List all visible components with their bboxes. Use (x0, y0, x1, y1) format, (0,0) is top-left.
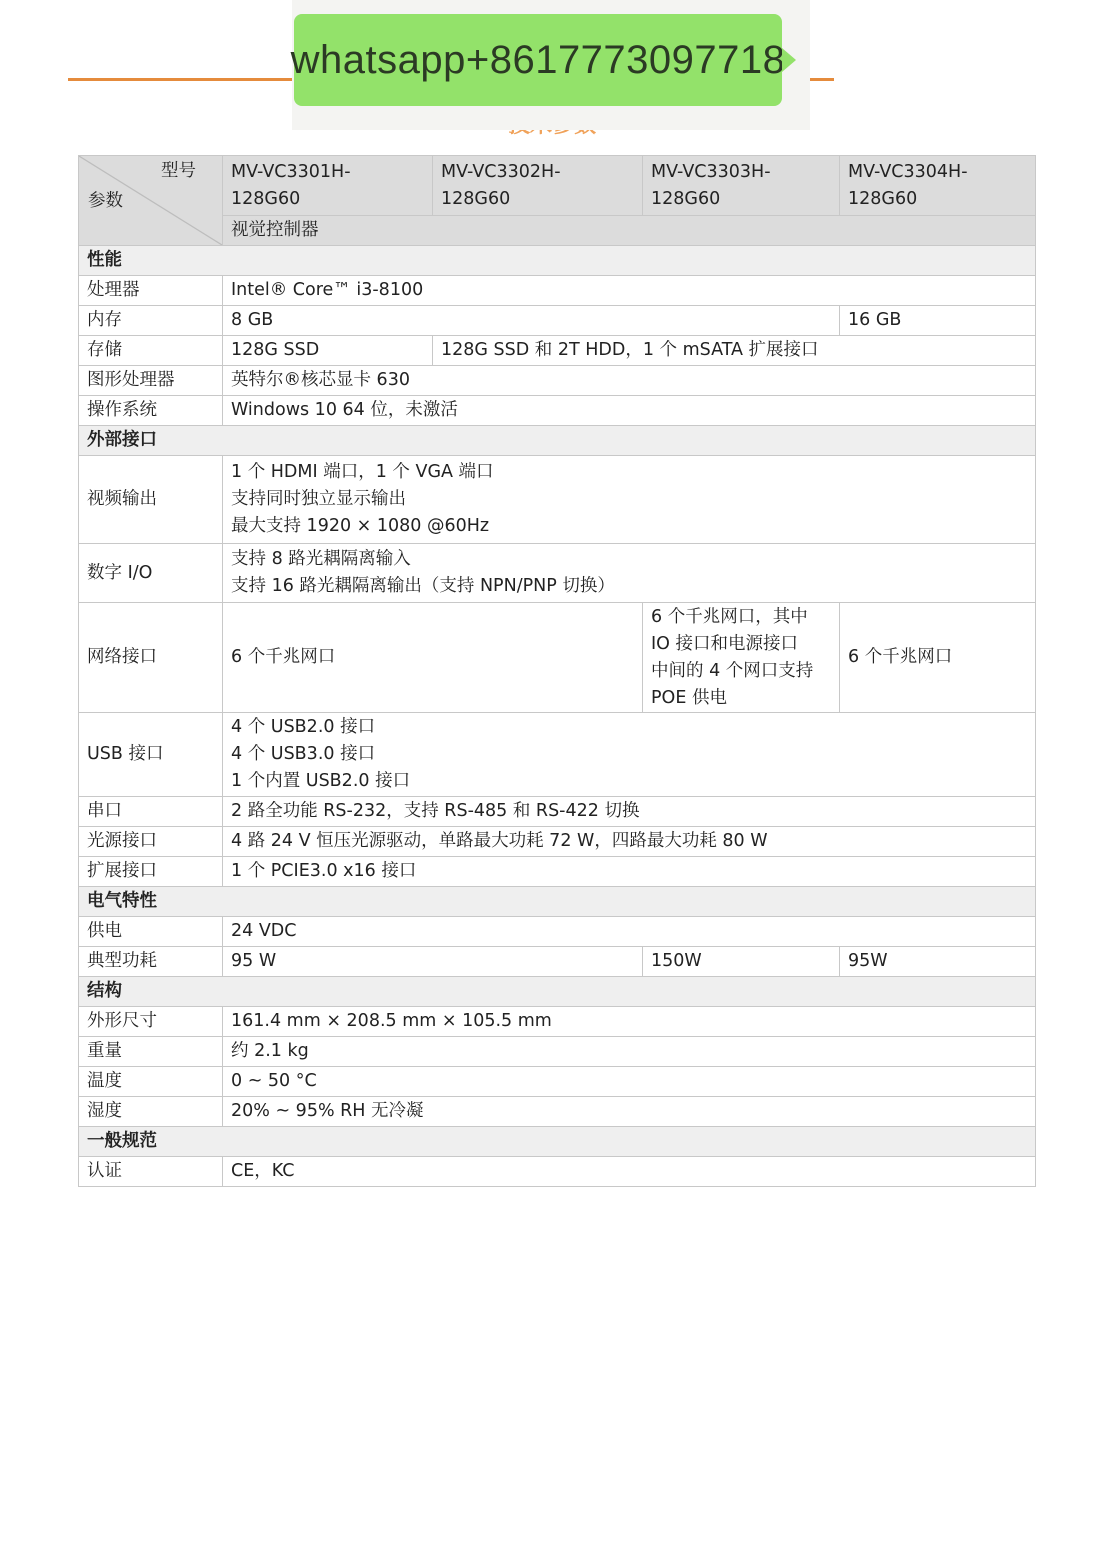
category-row-performance (79, 246, 1036, 276)
spec-value: 6 个千兆网口 (223, 603, 643, 713)
spec-label: 处理器 (79, 276, 223, 306)
spec-label: 网络接口 (79, 603, 223, 713)
category-performance: 性能 (79, 246, 1036, 276)
spec-row-gpu (79, 366, 1036, 396)
spec-value: Windows 10 64 位，未激活 (223, 396, 1036, 426)
category-interfaces: 外部接口 (79, 426, 1036, 456)
spec-label: 光源接口 (79, 827, 223, 857)
spec-row-weight (79, 1037, 1036, 1067)
spec-value: 128G SSD (223, 336, 433, 366)
spec-row-humidity (79, 1097, 1036, 1127)
spec-table-container (78, 155, 1035, 1187)
model-cell-2: MV-VC3302H- 128G60 (433, 156, 643, 216)
category-row-structure (79, 977, 1036, 1007)
spec-value: 6 个千兆网口 (840, 603, 1036, 713)
spec-value: 支持 8 路光耦隔离输入 支持 16 路光耦隔离输出（支持 NPN/PNP 切换） (223, 544, 1036, 603)
spec-value: 128G SSD 和 2T HDD，1 个 mSATA 扩展接口 (433, 336, 1036, 366)
spec-row-os (79, 396, 1036, 426)
corner-bottom-label: 参数 (88, 191, 123, 211)
spec-value: 6 个千兆网口，其中 IO 接口和电源接口 中间的 4 个网口支持 POE 供电 (643, 603, 840, 713)
spec-row-serial (79, 797, 1036, 827)
spec-row-storage (79, 336, 1036, 366)
spec-row-light (79, 827, 1036, 857)
spec-row-temperature (79, 1067, 1036, 1097)
watermark (292, 0, 810, 130)
spec-value: 95 W (223, 947, 643, 977)
spec-value: 150W (643, 947, 840, 977)
watermark-text: whatsapp+8617773097718 (290, 37, 786, 82)
spec-value: 1 个 HDMI 端口，1 个 VGA 端口 支持同时独立显示输出 最大支持 1920 × 1080 @60Hz (223, 456, 1036, 544)
spec-value: 4 路 24 V 恒压光源驱动，单路最大功耗 72 W，四路最大功耗 80 W (223, 827, 1036, 857)
spec-label: 数字 I/O (79, 544, 223, 603)
spec-label: USB 接口 (79, 713, 223, 797)
header-corner-cell (79, 156, 223, 246)
category-row-general (79, 1127, 1036, 1157)
spec-label: 操作系统 (79, 396, 223, 426)
model-header-row (79, 156, 1036, 216)
category-structure: 结构 (79, 977, 1036, 1007)
spec-row-network (79, 603, 1036, 713)
spec-label: 重量 (79, 1037, 223, 1067)
spec-row-dio (79, 544, 1036, 603)
spec-value: 英特尔®核芯显卡 630 (223, 366, 1036, 396)
spec-row-power (79, 917, 1036, 947)
model-cell-3: MV-VC3303H- 128G60 (643, 156, 840, 216)
spec-row-usb (79, 713, 1036, 797)
corner-top-label: 型号 (161, 161, 196, 181)
spec-label: 存储 (79, 336, 223, 366)
spec-value: 约 2.1 kg (223, 1037, 1036, 1067)
spec-row-certification (79, 1157, 1036, 1187)
spec-label: 内存 (79, 306, 223, 336)
model-cell-1: MV-VC3301H- 128G60 (223, 156, 433, 216)
spec-value: 95W (840, 947, 1036, 977)
spec-row-cpu (79, 276, 1036, 306)
category-row-interfaces (79, 426, 1036, 456)
spec-label: 温度 (79, 1067, 223, 1097)
category-row-electrical (79, 887, 1036, 917)
spec-label: 视频输出 (79, 456, 223, 544)
spec-label: 图形处理器 (79, 366, 223, 396)
spec-value: Intel® Core™ i3-8100 (223, 276, 1036, 306)
spec-value: CE，KC (223, 1157, 1036, 1187)
spec-value: 4 个 USB2.0 接口 4 个 USB3.0 接口 1 个内置 USB2.0 接口 (223, 713, 1036, 797)
product-type-cell: 视觉控制器 (223, 216, 1036, 246)
spec-value: 161.4 mm × 208.5 mm × 105.5 mm (223, 1007, 1036, 1037)
spec-table (78, 155, 1036, 1187)
spec-value: 20% ~ 95% RH 无冷凝 (223, 1097, 1036, 1127)
category-general: 一般规范 (79, 1127, 1036, 1157)
spec-label: 扩展接口 (79, 857, 223, 887)
spec-value: 1 个 PCIE3.0 x16 接口 (223, 857, 1036, 887)
spec-label: 湿度 (79, 1097, 223, 1127)
spec-label: 串口 (79, 797, 223, 827)
category-electrical: 电气特性 (79, 887, 1036, 917)
spec-row-memory (79, 306, 1036, 336)
model-cell-4: MV-VC3304H- 128G60 (840, 156, 1036, 216)
spec-row-dimensions (79, 1007, 1036, 1037)
spec-value: 0 ~ 50 °C (223, 1067, 1036, 1097)
spec-value: 8 GB (223, 306, 840, 336)
spec-row-expansion (79, 857, 1036, 887)
spec-value: 24 VDC (223, 917, 1036, 947)
spec-label: 典型功耗 (79, 947, 223, 977)
spec-label: 外形尺寸 (79, 1007, 223, 1037)
spec-row-video (79, 456, 1036, 544)
chat-bubble (290, 14, 786, 106)
spec-label: 供电 (79, 917, 223, 947)
spec-value: 2 路全功能 RS-232，支持 RS-485 和 RS-422 切换 (223, 797, 1036, 827)
spec-label: 认证 (79, 1157, 223, 1187)
spec-value: 16 GB (840, 306, 1036, 336)
spec-row-consumption (79, 947, 1036, 977)
